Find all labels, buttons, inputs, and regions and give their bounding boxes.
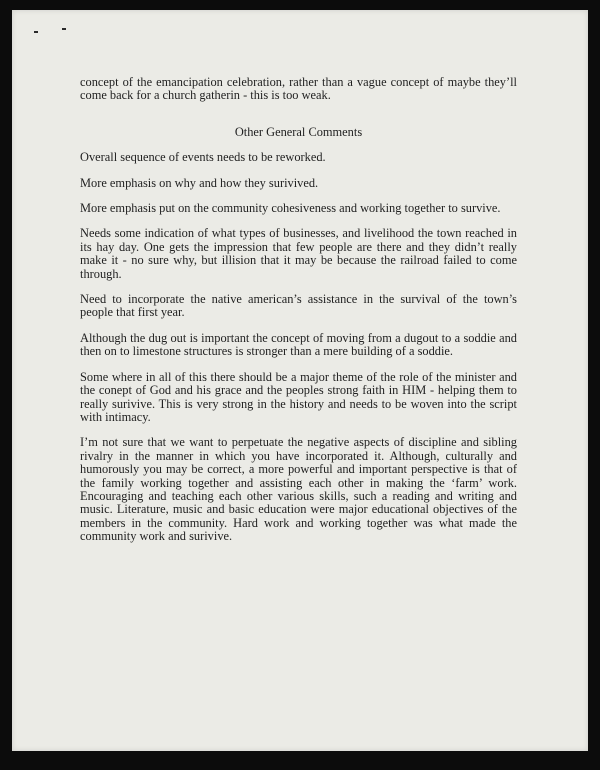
document-body: [80, 76, 517, 556]
paper-mark: [62, 28, 66, 30]
comment-paragraph: Although the dug out is important the concept of moving from a dugout to a soddie and then on to limestone structures is stronger than a mere building of a soddie.: [80, 330, 517, 359]
comment-paragraph: More emphasis put on the community cohesiveness and working together to survive.: [80, 201, 501, 216]
opening-paragraph: concept of the emancipation celebration, rather than a vague concept of maybe they’ll come back for a church gatherin - this is too weak.: [80, 75, 517, 103]
comment-paragraph: Some where in all of this there should be a major theme of the role of the minister and the conept of God and his grace and the peoples strong faith in HIM - helping them to really surivive. This is very strong in the history and needs to be woven into the script with intimacy.: [80, 369, 517, 424]
section-heading: Other General Comments: [234, 124, 363, 139]
comment-paragraph: Need to incorporate the native american’s assistance in the survival of the town’s people that first year.: [80, 292, 517, 320]
paper-mark: [34, 31, 38, 33]
comment-paragraph: Overall sequence of events needs to be reworked.: [80, 150, 326, 165]
comment-paragraph: Needs some indication of what types of businesses, and livelihood the town reached in its hay day. One gets the impression that few people are there and they didn’t really make it - no sure why, but illision that it may be because the railroad failed to come through.: [80, 226, 517, 281]
comment-paragraph: More emphasis on why and how they surivived.: [80, 175, 319, 190]
document-page: [12, 10, 588, 751]
comment-paragraph: I’m not sure that we want to perpetuate the negative aspects of discipline and sibling rivalry in the manner in which you have incorporated it. Although, culturally and humorously you may be correct, a more powerful and important perspective is that of the family working together and assisting each other in making the ‘farm’ work. Encouraging and teaching each other various skills, such a reading and writing and music. Literature, music and basic education were major educational objectives of the members in the community. Hard work and working together was what made the community work and surivive.: [80, 435, 517, 544]
